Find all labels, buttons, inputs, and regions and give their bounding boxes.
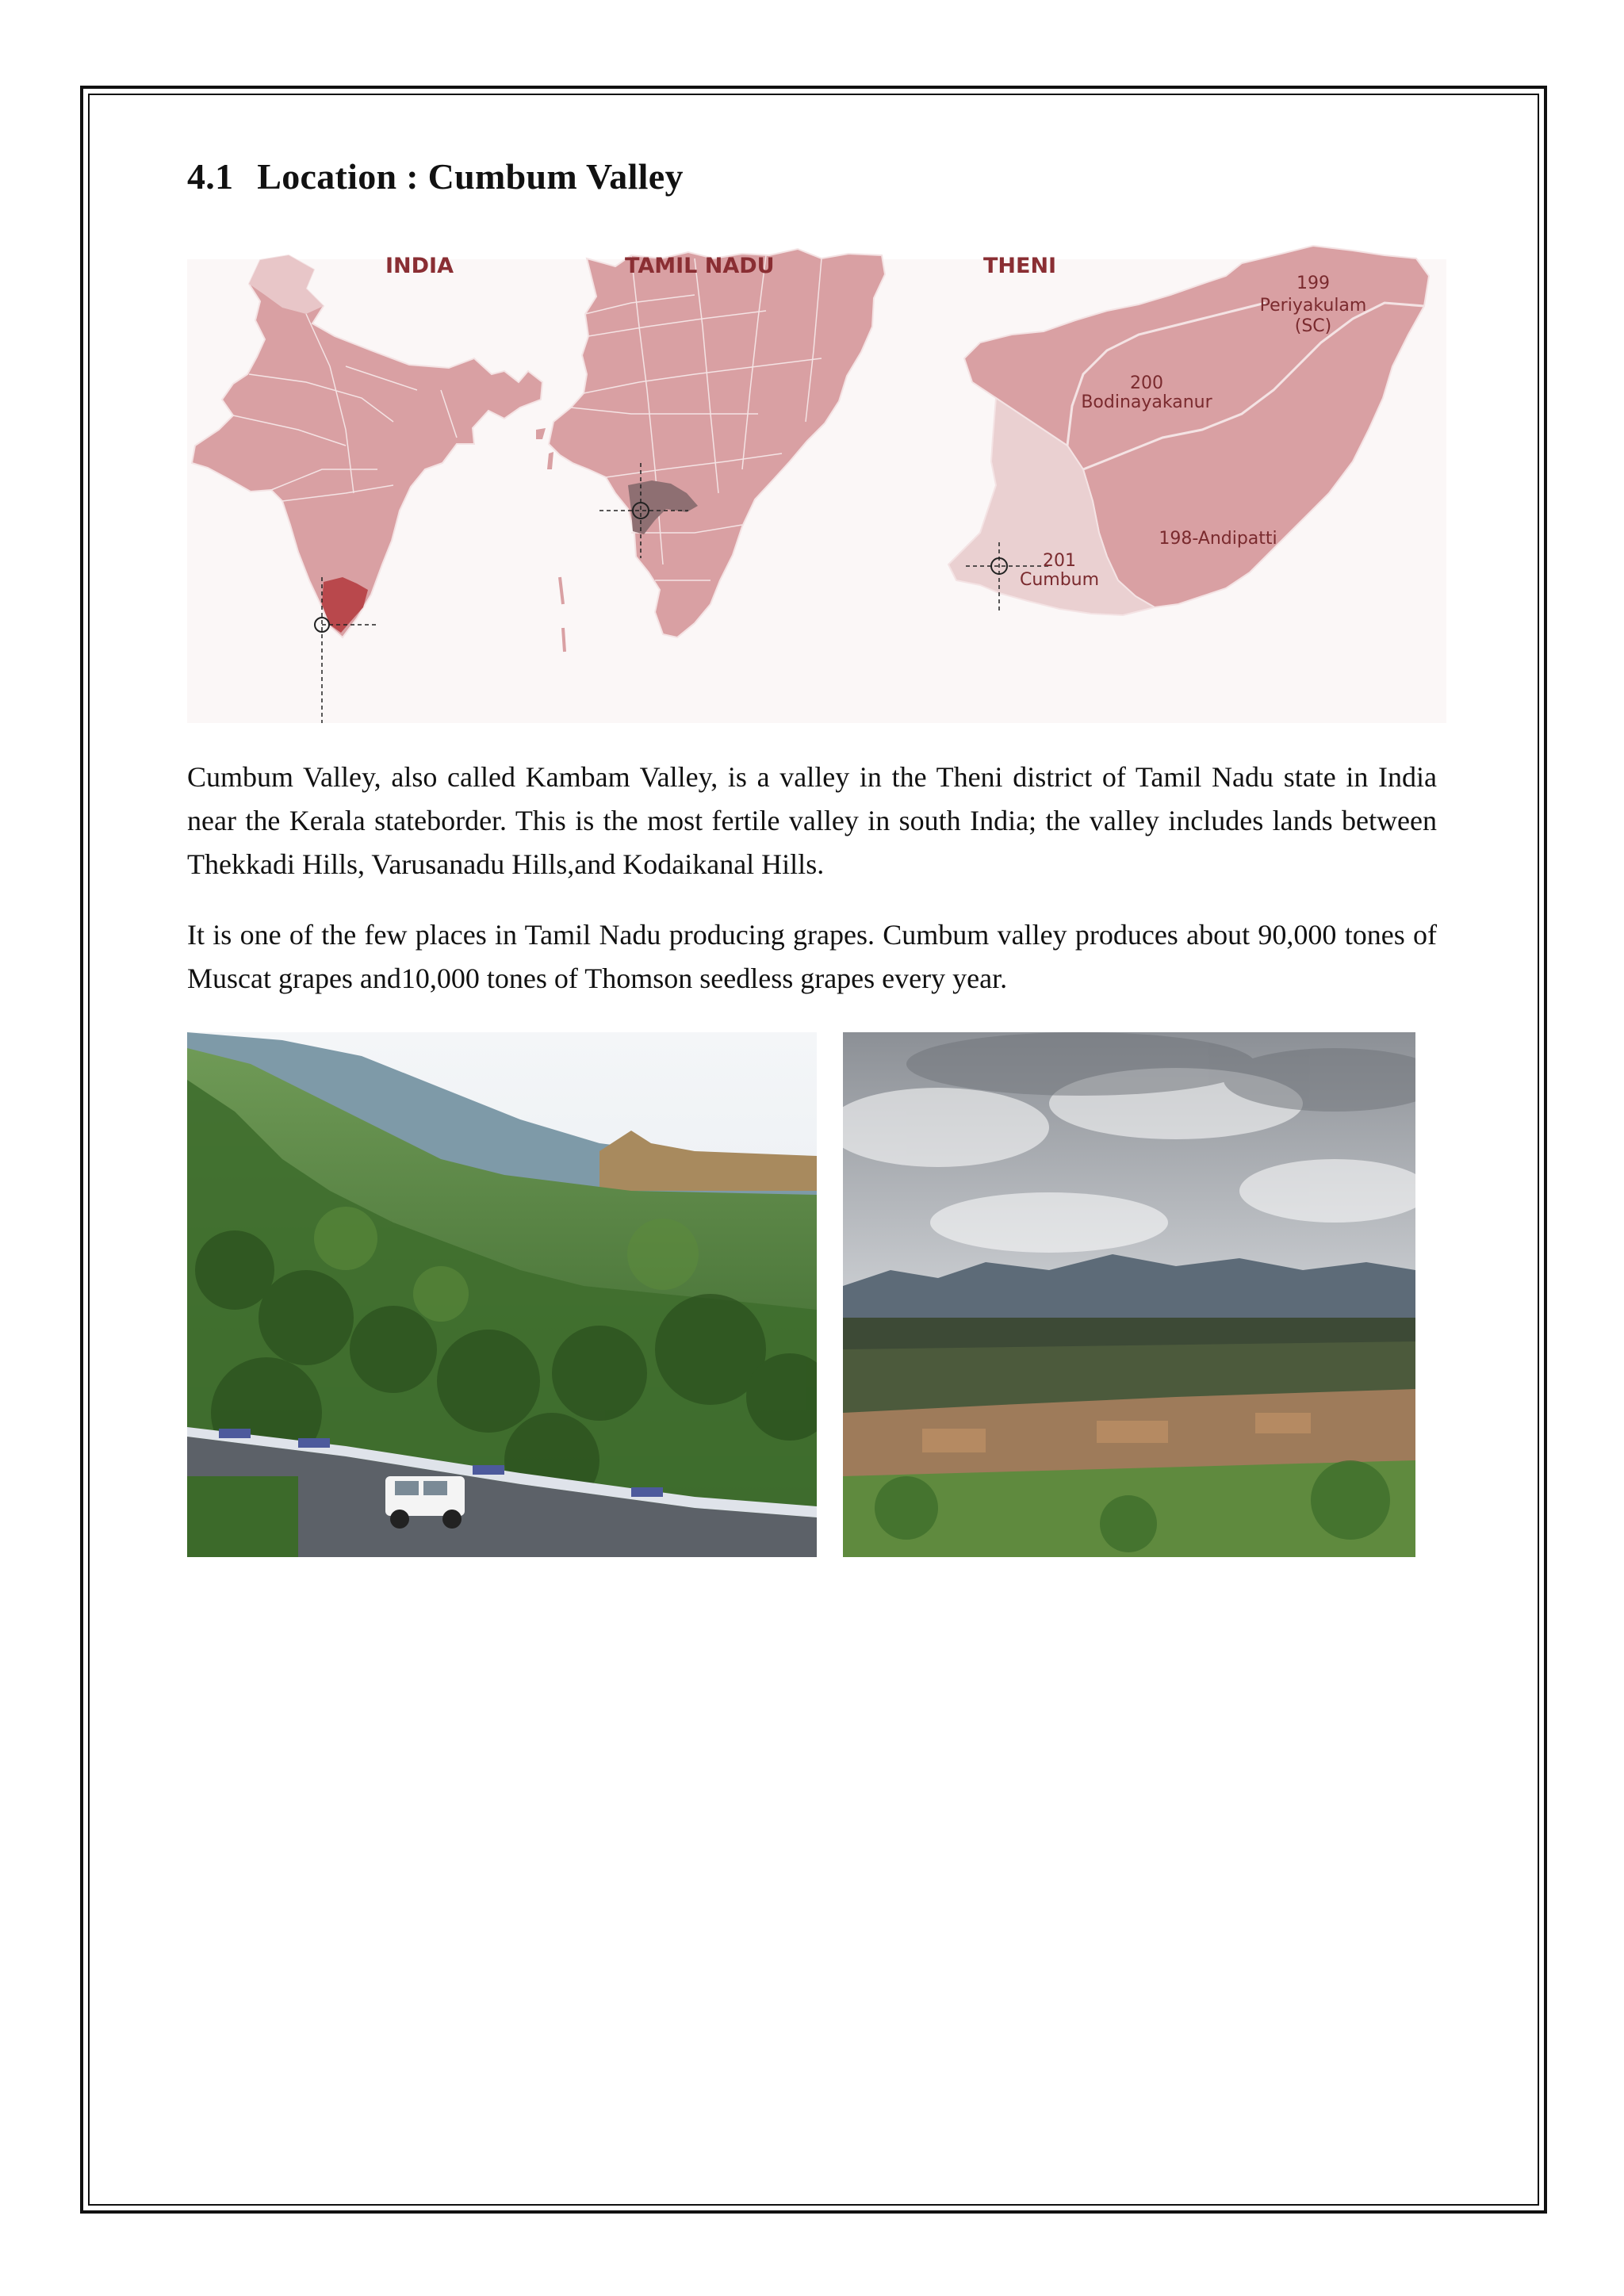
section-number: 4.1 <box>187 156 234 197</box>
constituency-201-number: 201 <box>1043 551 1076 571</box>
constituency-199-note: (SC) <box>1294 316 1332 336</box>
section-title: Location : Cumbum Valley <box>257 156 684 197</box>
constituency-200-number: 200 <box>1130 373 1163 393</box>
valley-road-photo <box>187 1032 817 1557</box>
paragraph-valley-description: Cumbum Valley, also called Kambam Valley, is a valley in the Theni district of Tamil Nadu state in India near the Kerala stateborder. This is the most fertile valley in south India; the valley includes lands between Thekkadi Hills, Varusanadu Hills,and Kodaikanal Hills. <box>187 761 1437 880</box>
valley-plain-photo <box>843 1032 1415 1557</box>
paragraph-grape-production: It is one of the few places in Tamil Nadu producing grapes. Cumbum valley produces about 90,000 tones of Muscat grapes and10,000 tones of Thomson seedless grapes every year. <box>187 919 1437 994</box>
valley-road-photo-svg <box>187 1032 817 1557</box>
location-maps-svg <box>187 232 1446 723</box>
constituency-200-name: Bodinayakanur <box>1081 392 1212 412</box>
constituency-198-label: 198-Andipatti <box>1159 529 1277 549</box>
section-heading <box>187 155 684 197</box>
tamil-nadu-label: TAMIL NADU <box>625 254 775 278</box>
theni-label: THENI <box>983 254 1057 278</box>
india-label: INDIA <box>385 254 454 278</box>
valley-plain-photo-svg <box>843 1032 1415 1557</box>
constituency-201-name: Cumbum <box>1019 570 1100 590</box>
location-maps <box>187 232 1446 723</box>
constituency-199-name: Periyakulam <box>1259 296 1367 316</box>
constituency-199-number: 199 <box>1297 274 1330 293</box>
